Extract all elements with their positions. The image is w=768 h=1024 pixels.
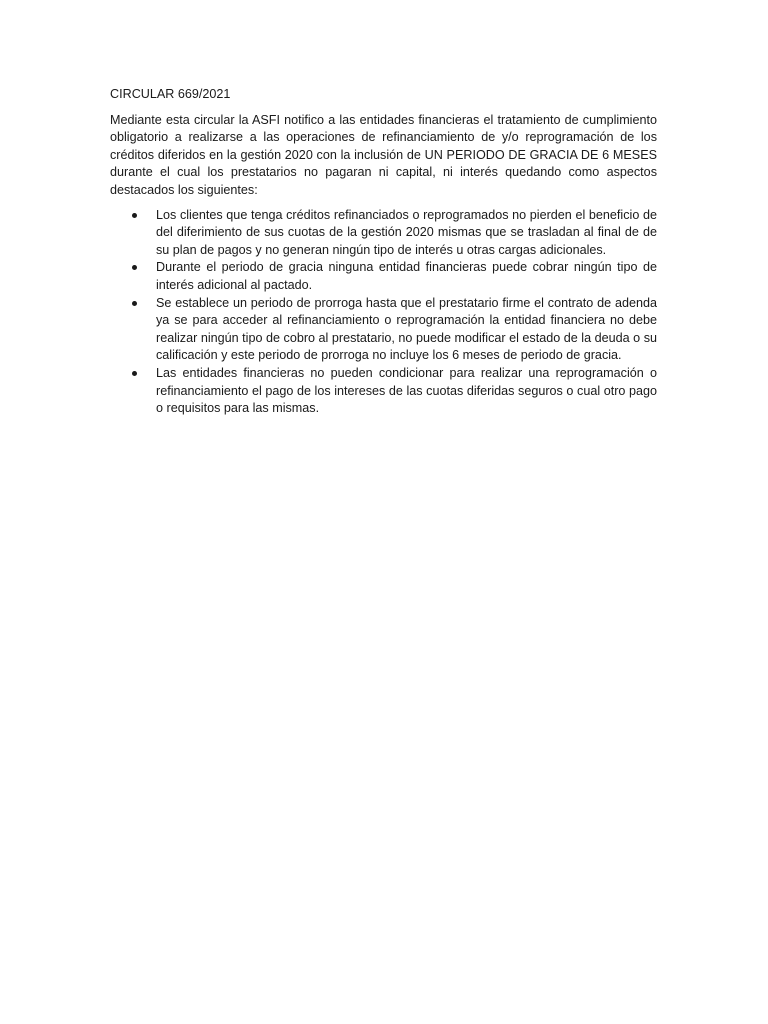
document-title: CIRCULAR 669/2021: [110, 87, 231, 101]
list-item: [156, 365, 657, 418]
bullet-icon: [132, 371, 137, 376]
intro-paragraph: Mediante esta circular la ASFI notifico a las entidades financieras el tratamiento de cumplimiento obligatorio a realizarse a las operaciones de refinanciamiento de y/o reprogramación de los créditos diferidos en la gestión 2020 con la inclusión de UN PERIODO DE GRACIA DE 6 MESES durante el cual los prestatarios no pagaran ni capital, ni interés quedando como aspectos destacados los siguientes:: [110, 112, 657, 197]
list-item: [156, 295, 657, 365]
list-item-text: Durante el periodo de gracia ninguna entidad financieras puede cobrar ningún tipo de interés adicional al pactado.: [156, 260, 657, 292]
bullet-icon: [132, 213, 137, 218]
list-item-text: Se establece un periodo de prorroga hasta que el prestatario firme el contrato de adenda ya se para acceder al refinanciamiento o reprogramación la entidad financiera no debe realizar ningún tipo de cobro al prestatario, no puede modificar el estado de la deuda o su calificación y este periodo de prorroga no incluye los 6 meses de periodo de gracia.: [156, 295, 657, 363]
document-page: [110, 86, 657, 418]
bullet-list: [110, 207, 657, 418]
list-item-text: Las entidades financieras no pueden condicionar para realizar una reprogramación o refinanciamiento el pago de los intereses de las cuotas diferidas seguros o cual otro pago o requisitos para las mismas.: [156, 365, 657, 416]
list-item-text: Los clientes que tenga créditos refinanciados o reprogramados no pierden el beneficio de del diferimiento de sus cuotas de la gestión 2020 mismas que se trasladan al final de de su plan de pagos y no generan ningún tipo de interés u otras cargas adicionales.: [156, 207, 657, 257]
list-item: [156, 259, 657, 294]
bullet-icon: [132, 301, 137, 306]
bullet-icon: [132, 265, 137, 270]
list-item: [156, 207, 657, 260]
